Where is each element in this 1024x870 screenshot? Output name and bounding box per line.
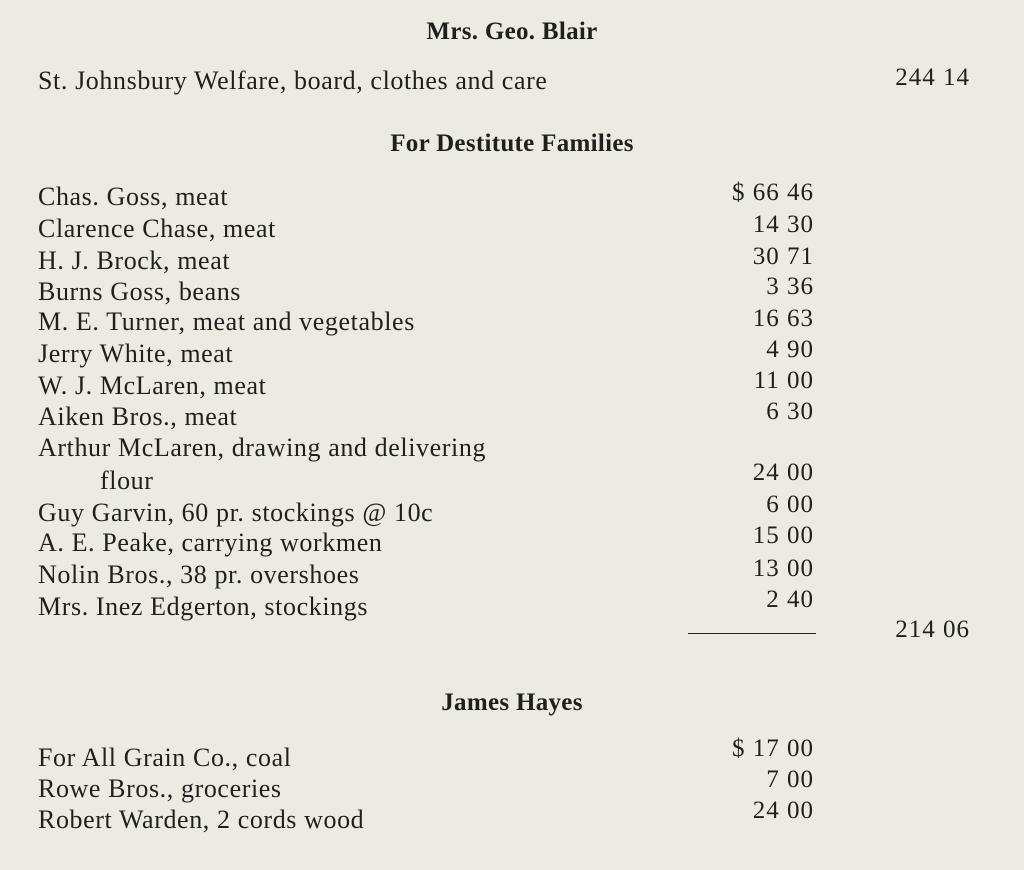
line-amount: 24 00: [752, 797, 814, 824]
subtotal-rule: [688, 633, 816, 634]
line-amount: 14 30: [752, 211, 814, 238]
line-item: W. J. McLaren, meat: [38, 371, 267, 400]
total-destitute: 214 06: [895, 616, 970, 643]
line-item-blair: St. Johnsbury Welfare, board, clothes and care: [38, 66, 548, 95]
line-item: M. E. Turner, meat and vegetables: [38, 307, 415, 336]
line-amount: 6 30: [766, 398, 814, 425]
line-item: Aiken Bros., meat: [38, 402, 238, 431]
line-item: Mrs. Inez Edgerton, stockings: [38, 592, 369, 621]
line-amount: 6 00: [766, 491, 814, 518]
line-amount: 24 00: [752, 459, 814, 486]
line-item: Nolin Bros., 38 pr. overshoes: [38, 560, 360, 589]
line-amount: 13 00: [752, 555, 814, 582]
line-amount: 2 40: [766, 586, 814, 613]
line-amount: 3 36: [766, 273, 814, 300]
line-amount: 30 71: [752, 243, 814, 270]
line-item: Burns Goss, beans: [38, 277, 242, 306]
line-item: Robert Warden, 2 cords wood: [38, 805, 365, 834]
section-title-blair: Mrs. Geo. Blair: [426, 18, 598, 45]
line-amount: 4 90: [766, 336, 814, 363]
line-item: Clarence Chase, meat: [38, 214, 276, 243]
line-item-continued: flour: [100, 466, 154, 495]
total-blair: 244 14: [895, 64, 970, 91]
line-amount: 15 00: [752, 522, 814, 549]
line-item: A. E. Peake, carrying workmen: [38, 528, 383, 557]
line-item: Chas. Goss, meat: [38, 182, 229, 211]
line-item: For All Grain Co., coal: [38, 743, 292, 772]
line-item: H. J. Brock, meat: [38, 246, 231, 275]
section-title-hayes: James Hayes: [441, 689, 583, 716]
line-item: Jerry White, meat: [38, 339, 234, 368]
line-item: Rowe Bros., groceries: [38, 774, 282, 803]
line-amount: 16 63: [752, 305, 814, 332]
line-item: Guy Garvin, 60 pr. stockings @ 10c: [38, 498, 434, 527]
line-amount: $ 66 46: [732, 179, 814, 206]
line-amount: 11 00: [753, 367, 814, 394]
line-amount: 7 00: [766, 766, 814, 793]
section-title-destitute: For Destitute Families: [390, 130, 634, 157]
line-amount: $ 17 00: [732, 735, 814, 762]
line-item: Arthur McLaren, drawing and delivering: [38, 433, 487, 462]
